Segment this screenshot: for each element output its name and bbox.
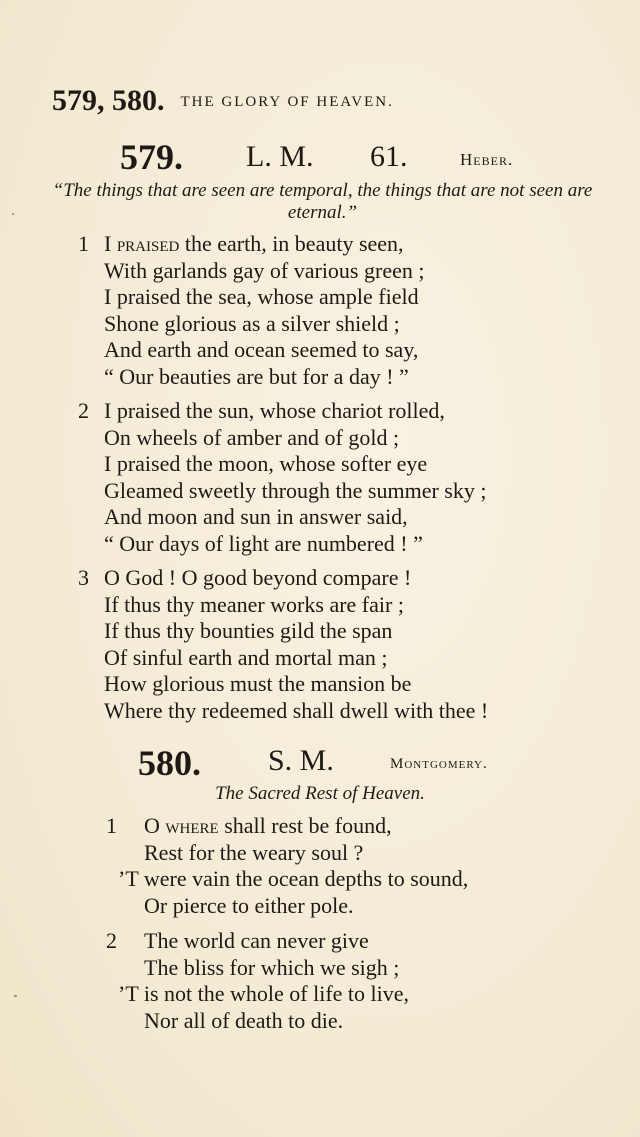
verse-line xyxy=(144,813,392,840)
verse-line-text: the earth, in beauty seen, xyxy=(179,231,404,256)
verse-line: “ Our beauties are but for a day ! ” xyxy=(104,363,409,389)
hymn-579-epigraph: “The things that are seen are temporal, the things that are not seen are eternal.” xyxy=(52,180,593,223)
hymn-meter: S. M. xyxy=(268,744,334,777)
hymn-579-verse-2 xyxy=(78,398,618,563)
verse-number: 2 xyxy=(106,928,117,953)
verse-line: Nor all of death to die. xyxy=(144,1007,344,1033)
verse-line: And moon and sun in answer said, xyxy=(104,504,408,530)
hymn-580-verse-1 xyxy=(106,813,606,923)
verse-line: I praised the sun, whose chariot rolled, xyxy=(104,398,445,423)
hymn-author: Heber. xyxy=(460,150,514,169)
verse-first-words: I praised xyxy=(104,231,180,256)
running-head xyxy=(52,84,612,120)
verse-number: 3 xyxy=(78,565,89,590)
verse-number: 2 xyxy=(78,398,89,423)
verse-line: Rest for the weary soul ? xyxy=(144,839,364,865)
verse-number: 1 xyxy=(106,813,117,838)
verse-line: “ Our days of light are numbered ! ” xyxy=(104,530,423,556)
verse-line: I praised the moon, whose softer eye xyxy=(104,451,428,477)
verse-line: On wheels of amber and of gold ; xyxy=(104,424,400,450)
verse-line: Gleamed sweetly through the summer sky ; xyxy=(104,477,487,503)
hymn-580-verse-2 xyxy=(106,928,606,1038)
hymn-579-header xyxy=(120,136,540,180)
verse-line: If thus thy meaner works are fair ; xyxy=(104,591,404,617)
verse-line: If thus thy bounties gild the span xyxy=(104,618,393,644)
hymn-number: 579. xyxy=(120,137,183,177)
verse-line: ’T is not the whole of life to live, xyxy=(118,981,410,1006)
verse-line: The bliss for which we sigh ; xyxy=(144,954,400,980)
verse-line: I praised the sea, whose ample field xyxy=(104,284,419,310)
verse-line xyxy=(104,231,424,258)
verse-line: Shone glorious as a silver shield ; xyxy=(104,310,400,336)
hymn-author: Montgomery. xyxy=(390,756,488,772)
verse-line: Of sinful earth and mortal man ; xyxy=(104,644,388,670)
verse-line: ’T were vain the ocean depths to sound, xyxy=(118,866,469,891)
running-head-title: THE GLORY OF HEAVEN. xyxy=(180,94,394,110)
verse-line: The world can never give xyxy=(144,928,369,953)
paper-speck xyxy=(14,995,17,997)
verse-line: Where thy redeemed shall dwell with thee ! xyxy=(104,697,489,723)
hymn-579-verse-1 xyxy=(78,231,618,396)
verse-line: With garlands gay of various green ; xyxy=(104,257,425,283)
hymn-580-header xyxy=(138,742,538,786)
verse-line: And earth and ocean seemed to say, xyxy=(104,337,419,363)
verse-line: Or pierce to either pole. xyxy=(144,892,354,918)
verse-line-text: shall rest be found, xyxy=(218,813,392,838)
hymn-579-verse-3 xyxy=(78,565,618,730)
hymn-580-subtitle: The Sacred Rest of Heaven. xyxy=(215,783,425,804)
verse-line: How glorious must the mansion be xyxy=(104,671,412,697)
verse-line: O God ! O good beyond compare ! xyxy=(104,565,412,590)
hymn-tune-number: 61. xyxy=(370,140,408,173)
verse-first-words: O where xyxy=(144,813,219,838)
hymn-meter: L. M. xyxy=(246,140,314,173)
hymn-number: 580. xyxy=(138,743,201,783)
paper-speck xyxy=(12,213,14,215)
verse-number: 1 xyxy=(78,231,89,256)
running-head-numbers: 579, 580. xyxy=(52,84,165,117)
